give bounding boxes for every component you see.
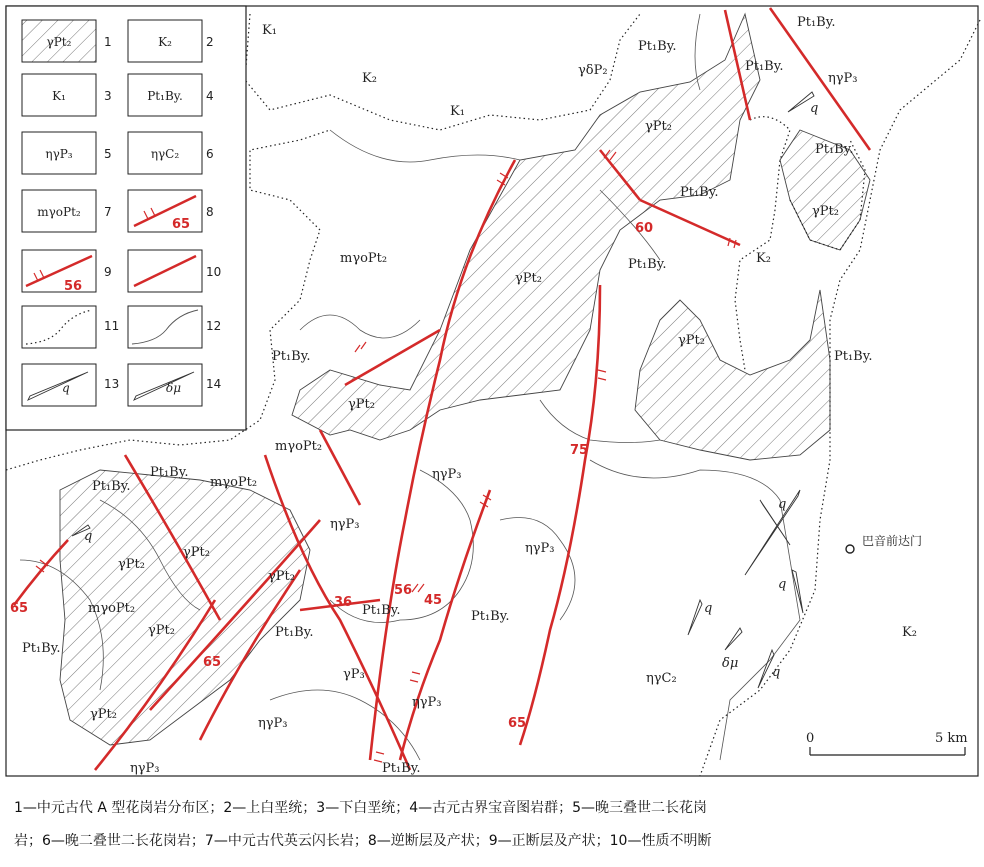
map-label: γPt₂: [348, 397, 375, 412]
legend-num-14: 14: [206, 377, 222, 391]
map-label: q: [704, 601, 713, 616]
legend-code-13: q: [62, 381, 70, 395]
legend-num-6: 6: [206, 147, 214, 161]
legend-code-5: ηγP₃: [45, 147, 73, 161]
map-label: Pt₁By.: [272, 349, 311, 364]
scale-zero: 0: [806, 731, 815, 746]
caption-line-2: 岩；6—晚二叠世二长花岗岩；7—中元古代英云闪长岩；8—逆断层及产状；9—正断层及产状；10—性质不明断: [14, 833, 712, 849]
map-label: ηγP₃: [432, 467, 462, 482]
map-label: δμ: [722, 656, 739, 671]
town-label: 巴音前达门: [862, 534, 923, 548]
map-label: Pt₁By.: [834, 349, 873, 364]
map-label: q: [778, 577, 787, 592]
map-label: Pt₁By.: [797, 15, 836, 30]
legend-swatch-14: [128, 364, 202, 406]
map-label: Pt₁By.: [275, 625, 314, 640]
map-label: Pt₁By.: [628, 257, 667, 272]
legend-num-10: 10: [206, 265, 222, 279]
legend-code-7: mγoPt₂: [37, 205, 81, 219]
map-label: Pt₁By.: [471, 609, 510, 624]
legend-num-8: 8: [206, 205, 214, 219]
map-label: ηγP₃: [525, 541, 555, 556]
map-label: γPt₂: [515, 271, 542, 286]
legend-num-9: 9: [104, 265, 112, 279]
legend-num-7: 7: [104, 205, 112, 219]
dip-label: 36: [334, 595, 353, 610]
map-label: Pt₁By.: [680, 185, 719, 200]
map-label: q: [810, 101, 819, 116]
map-label: K₁: [262, 23, 277, 38]
legend-swatch-13: [22, 364, 96, 406]
legend-code-9: 56: [64, 279, 83, 294]
map-label: γPt₂: [678, 333, 705, 348]
legend-num-4: 4: [206, 89, 214, 103]
dip-label: 45: [424, 593, 443, 608]
map-label: ηγP₃: [828, 71, 858, 86]
dip-label: 75: [570, 443, 589, 458]
map-label: mγoPt₂: [88, 601, 136, 616]
dip-label: 65: [508, 716, 527, 731]
map-label: γPt₂: [183, 545, 210, 560]
map-label: mγoPt₂: [275, 439, 323, 454]
map-label: Pt₁By.: [382, 761, 421, 776]
dip-label: 65: [203, 655, 222, 670]
map-label: γPt₂: [645, 119, 672, 134]
map-label: γPt₂: [90, 707, 117, 722]
map-label: ηγP₃: [130, 761, 160, 776]
map-label: Pt₁By.: [745, 59, 784, 74]
legend-code-4: Pt₁By.: [147, 89, 183, 103]
legend-num-2: 2: [206, 35, 214, 49]
legend-num-5: 5: [104, 147, 112, 161]
figure-caption: [14, 792, 972, 858]
map-label: γPt₂: [812, 204, 839, 219]
legend-code-6: ηγC₂: [150, 147, 180, 161]
map-label: Pt₁By.: [815, 142, 854, 157]
map-label: q: [84, 529, 93, 544]
map-label: K₂: [756, 251, 771, 266]
map-label: ηγP₃: [258, 716, 288, 731]
map-label: γPt₂: [268, 569, 295, 584]
dip-label: 60: [635, 221, 654, 236]
dip-label: 65: [10, 601, 29, 616]
map-label: Pt₁By.: [150, 465, 189, 480]
map-label: mγoPt₂: [210, 475, 258, 490]
map-label: Pt₁By.: [22, 641, 61, 656]
map-label: mγoPt₂: [340, 251, 388, 266]
map-label: Pt₁By.: [362, 603, 401, 618]
legend-code-2: K₂: [158, 35, 172, 49]
legend-code-8: 65: [172, 217, 191, 232]
legend-num-11: 11: [104, 319, 120, 333]
map-label: γPt₂: [118, 557, 145, 572]
legend-code-1: γPt₂: [46, 35, 72, 49]
legend-num-13: 13: [104, 377, 120, 391]
caption-line-1: 1—中元古代 A 型花岗岩分布区；2—上白垩统；3—下白垩统；4—古元古界宝音图岩群；5—晚三叠世二长花岗: [14, 800, 708, 816]
map-label: ηγP₃: [330, 517, 360, 532]
map-label: q: [778, 497, 787, 512]
map-label: ηγC₂: [646, 671, 677, 686]
dip-label: 56: [394, 583, 413, 598]
town-marker-icon: [846, 545, 854, 553]
legend: [6, 6, 246, 430]
legend-num-3: 3: [104, 89, 112, 103]
map-label: Pt₁By.: [638, 39, 677, 54]
map-label: q: [772, 665, 781, 680]
legend-code-3: K₁: [52, 89, 66, 103]
map-label: γδP₂: [578, 63, 608, 78]
legend-num-12: 12: [206, 319, 222, 333]
map-label: K₂: [902, 625, 917, 640]
map-label: ηγP₃: [412, 695, 442, 710]
legend-num-1: 1: [104, 35, 112, 49]
map-label: γPt₂: [148, 623, 175, 638]
legend-code-14: δμ: [166, 381, 182, 395]
map-label: K₂: [362, 71, 377, 86]
map-label: Pt₁By.: [92, 479, 131, 494]
scale-five-km: 5 km: [935, 731, 968, 746]
map-label: γP₃: [343, 667, 365, 682]
map-label: K₁: [450, 104, 465, 119]
